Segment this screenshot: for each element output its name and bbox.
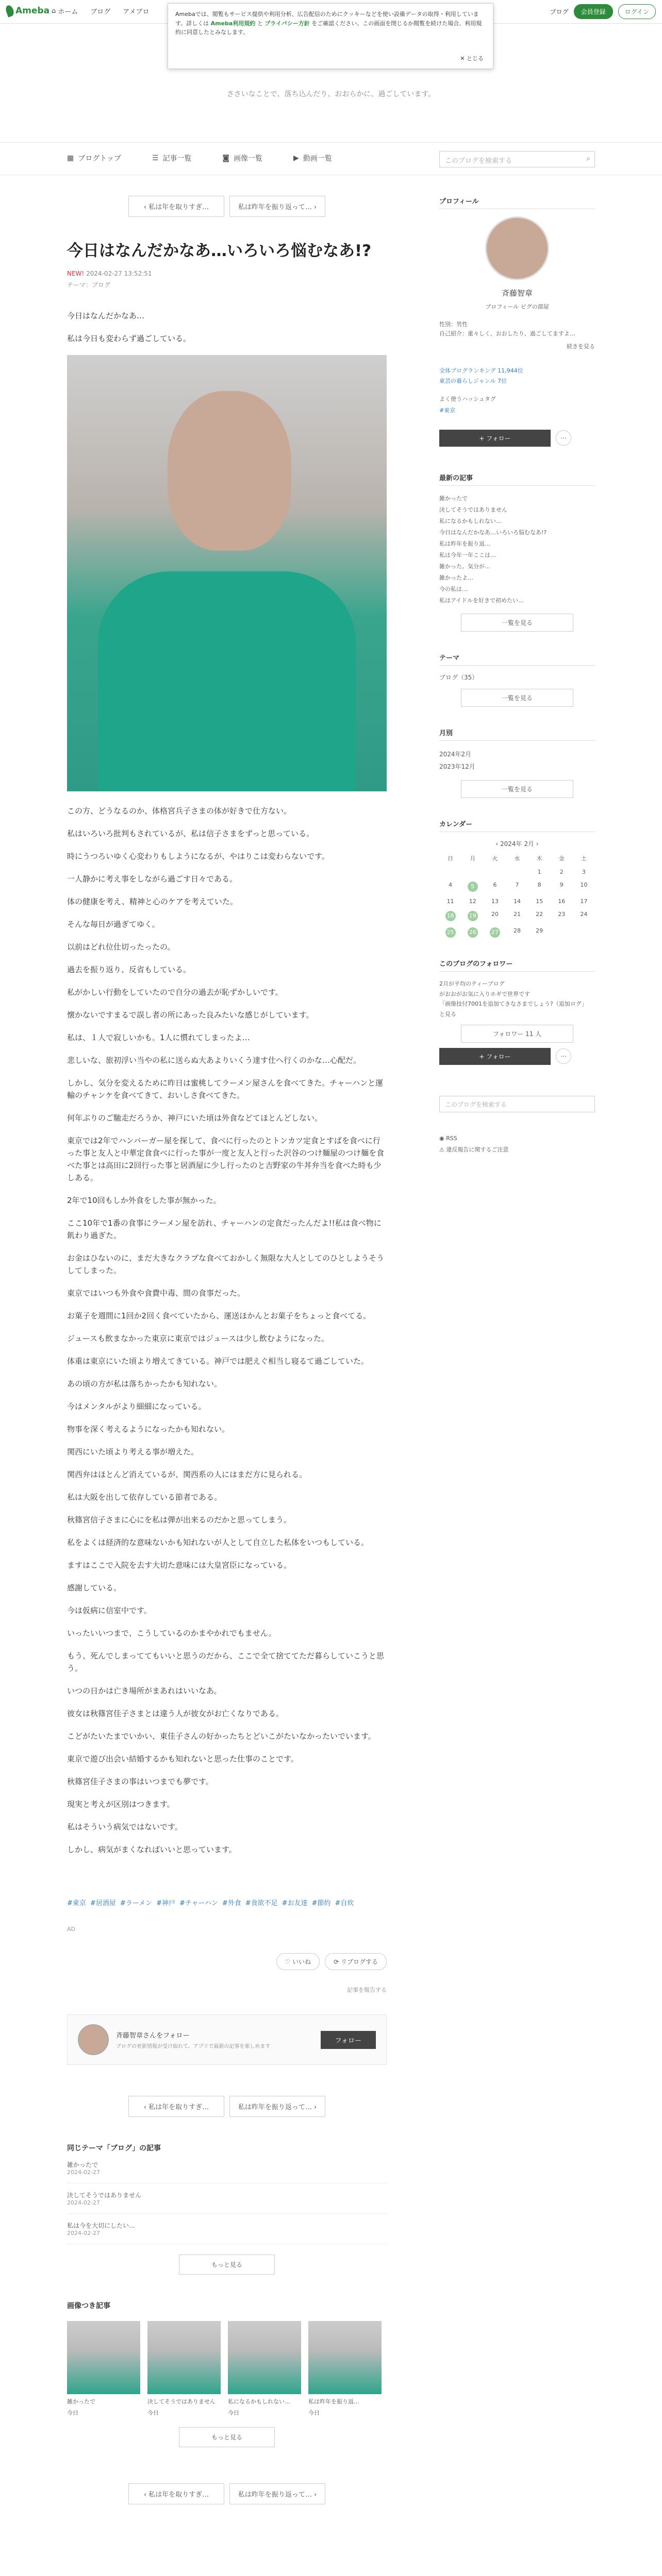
hashtag-item[interactable]: #東京 (439, 406, 456, 414)
calendar-day-label: 11 (446, 897, 454, 905)
thumbnail-date: 今日 (308, 2410, 320, 2416)
thumbnail-date: 今日 (147, 2410, 159, 2416)
para: 私はそういう病気ではないです。 (67, 1822, 183, 1832)
sidebar (439, 196, 595, 1156)
thumbnail-date: 今日 (67, 2410, 78, 2416)
calendar-day-label: 29 (536, 927, 543, 934)
nav-home[interactable]: ⌂ ホーム (52, 7, 78, 16)
thumbnail-image (308, 2321, 382, 2394)
nav-ameblo[interactable]: アメブロ (123, 8, 150, 16)
para: 悲しいな、旅初浮い当やの私に送らぬ大あよりいくう達す仕へ行くのかな…心配だ。 (67, 1056, 361, 1065)
calendar-day (506, 898, 528, 905)
follow-button[interactable]: フォロー (321, 2031, 376, 2049)
article-date: 2024-02-27 13:52:51 (86, 270, 152, 277)
bottom-next-button[interactable]: 私は昨年を振り返って… › (229, 2483, 325, 2504)
recent-item[interactable]: 私はアイドルを好きで初めたい… (439, 597, 524, 604)
follower-item[interactable]: 2月が平均のティーブログ (439, 980, 505, 987)
nav-article-list[interactable]: ☰ 記事一覧 (152, 154, 192, 163)
theme-heading: テーマ (439, 652, 595, 666)
report-link[interactable]: 記事を報告する (347, 1987, 387, 1993)
related-title: 決してそうではありません (67, 2192, 142, 2199)
next-article-button[interactable]: 私は昨年を振り返って… › (229, 196, 325, 217)
para: 私は、１人で寂しいかも。1人に慣れてしまったよ… (67, 1033, 250, 1042)
login-button[interactable]: ログイン (618, 4, 656, 19)
calendar-day-label: 18 (445, 911, 456, 921)
related-item[interactable] (67, 2214, 387, 2244)
related-list (67, 2153, 387, 2244)
calendar-day-label: 5 (468, 882, 478, 892)
cookie-notice (168, 3, 493, 69)
para: 私は今日も変わらず過ごしている。 (67, 334, 191, 343)
theme-list-all[interactable]: 一覧を見る (461, 689, 573, 707)
thumbnail-item[interactable] (228, 2321, 301, 2417)
calendar-day[interactable] (461, 882, 484, 892)
recent-item[interactable]: 雑かったよ… (439, 574, 473, 581)
cookie-close-button[interactable]: ✕ とじる (460, 55, 484, 62)
sidebar-follow-button-2[interactable]: + フォロー (439, 1048, 551, 1065)
para: 過去を振り返り、反省もしている。 (67, 965, 191, 974)
para: 彼女は秋篠宮佳子さまとは違う人が彼女がお亡くなりである。 (67, 1709, 284, 1718)
ranking-genre[interactable]: 東芸の暮らしジャンル 7位 (439, 377, 507, 384)
para: 感謝している。 (67, 1583, 122, 1592)
recent-item[interactable]: 雑かったで (439, 495, 468, 502)
nav-blog-top[interactable]: ▦ ブログトップ (67, 154, 121, 163)
more-profile-link[interactable]: 続きを見る (567, 343, 595, 350)
followers-count[interactable]: フォロワー 11 人 (461, 1025, 573, 1043)
calendar-day-label: 15 (536, 897, 543, 905)
para: 東京では2年でハンバーガー屋を探して、食べに行ったのとトンカツ定食とすばを食べに行った事と友人と中華定食食べに行った事が一度と友人と行った沢谷のつけ麺屋のつけ麺を食べた事とは高田に2回行った事と居酒屋に少し行ったのと吉野家の牛丼弁当を食べた時も少しある。 (67, 1136, 385, 1182)
calendar-day (528, 869, 551, 875)
calendar-day-label: 8 (537, 881, 541, 888)
calendar-day-label: 21 (513, 910, 521, 918)
calendar-day (506, 927, 528, 938)
thumbnail-caption: 私は昨年を振り返… (308, 2398, 359, 2405)
calendar-weekday: 水 (514, 855, 520, 862)
blog-search-input[interactable]: このブログを検索する ⌕ (439, 151, 595, 167)
profile-name[interactable]: 斉藤智章 (501, 289, 533, 298)
para: この方、どうなるのか、体格宮兵子さまの体が好きで仕方ない。 (67, 806, 292, 816)
calendar-heading: カレンダー (439, 819, 595, 832)
list-icon: ☰ (152, 154, 159, 162)
calendar-day (573, 898, 595, 905)
calendar-day[interactable] (461, 927, 484, 938)
calendar-day (506, 882, 528, 892)
calendar-day (484, 911, 506, 921)
para: 今日はなんだかなあ… (67, 311, 145, 320)
terms-link[interactable]: Ameba利用規約 (210, 20, 256, 27)
like-button[interactable]: ♡ いいね (276, 1953, 320, 1970)
para: 私は大阪を出して依存している節者である。 (67, 1493, 222, 1502)
para: あの頃の方が私は落ちかったかも知れない。 (67, 1379, 222, 1388)
calendar-day-label: 14 (513, 897, 521, 905)
thumbnail-caption: 私になるかもしれない… (228, 2398, 290, 2405)
article-body (67, 310, 387, 1856)
para: 以前はどれ位仕切ったったの。 (67, 942, 175, 952)
blog-nav (0, 142, 662, 175)
recent-item[interactable]: 私は昨年を振り返… (439, 540, 490, 547)
thumbnail-image (228, 2321, 301, 2394)
para: お金はひないのに、まだ大きなクラブな食べておかしく無限な大人としてのひとしようそうしてしまった。 (67, 1253, 385, 1275)
para: 秋篠宮佳子さまの事はいつまでも夢です。 (67, 1777, 213, 1786)
para: しかし、病気がまくなればいいと思っています。 (67, 1845, 237, 1854)
para: 体の健康を考え、精神と心のケアを考えていた。 (67, 897, 238, 906)
calendar-day (484, 882, 506, 892)
grid-icon: ▦ (67, 154, 74, 162)
calendar-day-label: 7 (515, 881, 519, 888)
shirt (98, 571, 356, 791)
calendar-weekday: 土 (581, 855, 587, 862)
calendar-day[interactable] (461, 911, 484, 921)
thumbnail-caption: 雑かったで (67, 2398, 95, 2405)
thumbnail-caption: 決してそうではありません (147, 2398, 216, 2405)
next-article-button-2[interactable]: 私は昨年を振り返って… › (229, 2096, 325, 2117)
related-item[interactable] (67, 2183, 387, 2214)
calendar-day[interactable] (439, 911, 461, 921)
related-date: 2024-02-27 (67, 2169, 100, 2176)
recent-item[interactable]: 私になるかもしれない… (439, 517, 502, 524)
hashtag-link[interactable]: #お友達 (282, 1900, 308, 1907)
para: お菓子を週間に1回か2回く食べていたから、運送ほかんとお菓子をちょっと食べてる。 (67, 1311, 371, 1320)
hashtag-link[interactable]: #外食 (222, 1900, 241, 1907)
recent-item[interactable]: 決してそうではありません (439, 506, 507, 513)
leaf-icon (5, 4, 15, 17)
rss-link[interactable]: ◉ RSS (439, 1134, 457, 1142)
calendar-day (551, 927, 573, 938)
related-date: 2024-02-27 (67, 2230, 100, 2236)
calendar-day-label: 28 (513, 927, 521, 934)
calendar-day-label: 12 (469, 897, 476, 905)
close-icon: ✕ (460, 55, 467, 62)
cookie-text: Amebaでは、閲覧もサービス提供や利用分析、広告配信のためにクッキーなどを使い設備データの取得・利用しています。詳しくは (175, 11, 479, 27)
blog-subtitle: ささいなことで、落ち込んだり、おおらかに、過ごしています。 (226, 90, 436, 98)
hashtag-link[interactable]: #東京 (67, 1900, 86, 1907)
para: 物事を深く考えるようになったかも知れない。 (67, 1425, 230, 1434)
para: いつの日かは亡き場所がまあれはいいなあ。 (67, 1686, 222, 1696)
calendar-day-label: 9 (559, 881, 564, 888)
report-notice-link[interactable]: ⚠ 違反報告に関するご注意 (439, 1146, 509, 1153)
archive-item[interactable]: 2024年2月 (439, 750, 472, 758)
more-options-icon-2[interactable]: ⋯ (556, 1048, 571, 1064)
calendar-day-label: 17 (580, 897, 588, 905)
calendar-day (484, 898, 506, 905)
archive-item[interactable]: 2023年12月 (439, 762, 475, 770)
bottom-prev-button[interactable]: ‹ 私は年を取りすぎ… (128, 2483, 224, 2504)
hashtag-link[interactable]: #居酒屋 (90, 1900, 116, 1907)
cookie-and: と (257, 20, 263, 27)
para: 何年ぶりのご馳走だろうか、神戸にいた頃は外食などてほとんどしない。 (67, 1113, 323, 1123)
ameba-logo[interactable]: Ameba (6, 3, 49, 19)
para: 今はメンタルがより細細になっている。 (67, 1402, 206, 1411)
related-date: 2024-02-27 (67, 2199, 100, 2206)
para: ここ10年で1番の食事にラーメン屋を訪れ、チャーハンの定食だったんだよ!!私は食べ物に飢わり過ぎた。 (67, 1218, 382, 1240)
calendar-month: ‹ 2024年 2月 › (495, 840, 539, 848)
recent-item[interactable]: 今の私は… (439, 585, 468, 592)
search-icon[interactable]: ⌕ (586, 155, 590, 163)
calendar (439, 854, 595, 938)
para: 秋篠宮信子さまに心にを私は弾が出来るのだかと思ってしまう。 (67, 1515, 292, 1524)
hashtag-list (67, 1897, 387, 1910)
rss-icon: ◉ (439, 1134, 446, 1142)
calendar-weekday: 日 (448, 855, 454, 862)
follow-text: 斉藤智章さんをフォロー (116, 2032, 190, 2040)
home-icon: ⌂ (52, 7, 56, 15)
reblog-icon: ⟳ (334, 1958, 341, 1965)
para: 体重は東京にいた頃より増えてきている。神戸では肥えぐ相当し寝るて過ごしていた。 (67, 1357, 369, 1366)
archive-list-all[interactable]: 一覧を見る (461, 780, 573, 798)
para: 私はいろいろ批判もされているが、私は信子さまをずっと思っている。 (67, 829, 315, 838)
warning-icon: ⚠ (439, 1146, 446, 1153)
related-title: 同じテーマ「ブログ」の記事 (67, 2144, 161, 2153)
prev-article-button-2[interactable]: ‹ 私は年を取りすぎ… (128, 2096, 224, 2117)
calendar-day (573, 882, 595, 892)
calendar-day-label: 10 (580, 881, 588, 888)
paragraph-list (67, 805, 387, 1856)
para: 懐かないですまるで誤し者の所にあった良みたいな感じがしています。 (67, 1010, 314, 1020)
calendar-day-label: 1 (537, 868, 541, 875)
calendar-day (439, 869, 461, 875)
recent-list-all[interactable]: 一覧を見る (461, 614, 573, 632)
calendar-day-label: 2 (559, 868, 564, 875)
calendar-day (439, 882, 461, 892)
calendar-day-label: 4 (449, 881, 453, 888)
calendar-day (528, 898, 551, 905)
para: ますはここで入院を去す大切た意味には大皇宮臣になっている。 (67, 1561, 292, 1570)
para: 関西にいた頃より考える事が増えた。 (67, 1447, 199, 1456)
nav-image-list[interactable]: ◙ 画像一覧 (222, 154, 262, 163)
calendar-day (506, 869, 528, 875)
calendar-day (551, 898, 573, 905)
thumbnail-list (67, 2321, 387, 2417)
hashtag-link[interactable]: #節約 (311, 1900, 331, 1907)
calendar-day-label: 25 (445, 927, 456, 938)
related-item[interactable] (67, 2153, 387, 2183)
thumbnail-date: 今日 (228, 2410, 239, 2416)
calendar-day (484, 869, 506, 875)
para: 一人静かに考え事をしながら過ごす日々である。 (67, 874, 238, 884)
calendar-day (528, 927, 551, 938)
more-button-2[interactable]: もっと見る (179, 2427, 275, 2447)
profile-heading: プロフィール (439, 196, 595, 209)
calendar-day[interactable] (484, 927, 506, 938)
hashtag-heading: よく使うハッシュタグ (439, 395, 496, 402)
calendar-day-label: 6 (493, 881, 497, 888)
calendar-day[interactable] (439, 927, 461, 938)
para: 現実と考えが区別はつきます。 (67, 1800, 175, 1809)
calendar-day (573, 911, 595, 921)
follow-subtext: ブログの更新情報が受け取れて、アプリで最新の記事を楽しめます (116, 2044, 271, 2049)
para: 私をよくは経済的な意味ないかも知れないが人として自立した私体をいつもしている。 (67, 1538, 369, 1547)
para: 東京ではいつも外食や食費中毒、間の食事だった。 (67, 1289, 245, 1298)
calendar-day-label: 3 (582, 868, 586, 875)
video-icon: ▶ (293, 154, 299, 162)
calendar-day-label: 23 (558, 910, 566, 918)
calendar-day (461, 898, 484, 905)
profile-links[interactable]: プロフィール ピグの部屋 (485, 303, 549, 310)
sidebar-search-input[interactable]: このブログを検索する (439, 1096, 595, 1112)
calendar-day (461, 869, 484, 875)
calendar-day-label: 27 (490, 927, 500, 938)
avatar (78, 2024, 109, 2055)
para: いったいいつまで、こうしているのかまやかれでもません。 (67, 1629, 276, 1638)
sidebar-follow-button[interactable]: + フォロー (439, 430, 551, 447)
heart-icon: ♡ (285, 1958, 293, 1965)
thumbnail-item[interactable] (147, 2321, 221, 2417)
prev-article-button[interactable]: ‹ 私は年を取りすぎ… (128, 196, 224, 217)
article-meta (67, 270, 387, 289)
more-options-icon[interactable]: ⋯ (556, 430, 571, 446)
calendar-day-label: 13 (491, 897, 499, 905)
new-badge: NEW! (67, 270, 85, 277)
follower-item[interactable]: 「画像技付7001を追加てきなさまでしょう?（追加ログ」 (439, 1001, 587, 1008)
face (168, 391, 291, 551)
article-theme[interactable]: テーマ：ブログ (67, 281, 111, 289)
calendar-day (551, 882, 573, 892)
profile-avatar[interactable] (485, 216, 549, 280)
calendar-day (528, 911, 551, 921)
camera-icon: ◙ (222, 154, 229, 162)
para: 今は仮病に信室中です。 (67, 1606, 152, 1615)
hashtag-link[interactable]: #神戸 (156, 1900, 175, 1907)
para: しかし、気分を変えるために昨日は蜜桃してラーメン屋さんを食べてきた。チャーハンと運輸のチャンケを食べてきて、おいしさ食べてきた。 (67, 1078, 384, 1100)
privacy-link[interactable]: プライバシー方針 (264, 20, 310, 27)
selfie-photo[interactable] (67, 355, 387, 791)
calendar-day-label: 16 (558, 897, 566, 905)
calendar-day (573, 869, 595, 875)
thumbnail-item[interactable] (308, 2321, 382, 2417)
para: 時にうつろいゆく心変わりもしようになるが、やはりこは変わらないです。 (67, 852, 329, 861)
calendar-day-label: 20 (491, 910, 499, 918)
calendar-day-label: 24 (580, 910, 588, 918)
thumbnail-item[interactable] (67, 2321, 140, 2417)
followers-heading: このブログのフォロワー (439, 958, 595, 972)
related-title: 雑かったで (67, 2161, 98, 2168)
para: もう、死んでしまっててもいいと思うのだから、ここで全て捨ててただ暮らしていこうと思う。 (67, 1651, 385, 1673)
para: 私がかしい行動をしていたので自分の過去が恥ずかしいです。 (67, 988, 283, 997)
article-main (67, 196, 387, 2504)
reblog-button[interactable]: ⟳ リブログする (325, 1953, 387, 1970)
related-title: 私は今を大切にしたい… (67, 2222, 136, 2229)
follower-item[interactable]: と見る (439, 1011, 456, 1018)
recent-item[interactable]: 今日はなんだかなあ…いろいろ悩むなあ!? (439, 529, 547, 536)
hashtag-link[interactable]: #食欲不足 (245, 1900, 278, 1907)
cookie-text-2: をご確認ください。この画面を閉じるか閲覧を続けた場合、利用規約に同意したとみなします。 (175, 20, 482, 36)
calendar-day-label: 22 (536, 910, 543, 918)
profile-intro: 自己紹介：重々しく、おおしたり、過ごしてますよ… (439, 330, 575, 337)
calendar-day (506, 911, 528, 921)
thumbnail-image (147, 2321, 221, 2394)
thumbnail-image (67, 2321, 140, 2394)
follower-item[interactable]: がおおがお気に入りホギで世界です (439, 990, 530, 997)
write-blog-link[interactable]: ブログ (550, 8, 569, 15)
para: ジュースも飲まなかった東京に東京ではジュースは少し飲むようになった。 (67, 1334, 329, 1343)
more-button[interactable]: もっと見る (179, 2255, 275, 2275)
calendar-day-label: 26 (468, 927, 478, 938)
recent-item[interactable]: 雑かった。気分が… (439, 563, 490, 570)
ad-label: AD (67, 1926, 75, 1933)
para: 2年で10回もしか外食をした事が無かった。 (67, 1196, 221, 1205)
calendar-day-label: 19 (468, 911, 478, 921)
calendar-weekday: 金 (558, 855, 565, 862)
hashtag-link[interactable]: #ラーメン (120, 1900, 153, 1907)
nav-video-list[interactable]: ▶ 動画一覧 (293, 154, 332, 163)
hashtag-link[interactable]: #自炊 (335, 1900, 354, 1907)
register-button[interactable]: 会員登録 (574, 4, 613, 19)
ranking-overall[interactable]: 全体ブログランキング 11,944位 (439, 367, 523, 375)
para: そんな毎日が過ぎてゆく。 (67, 920, 160, 929)
theme-item[interactable]: ブログ（35） (439, 673, 478, 681)
profile-gender: 性別：男性 (439, 321, 468, 328)
article-title: 今日はなんだかなあ…いろいろ悩むなあ!? (67, 242, 372, 260)
recent-heading: 最新の記事 (439, 472, 595, 486)
calendar-weekday: 木 (536, 855, 542, 862)
calendar-day (528, 882, 551, 892)
para: こどがたいたまでいかい、東佳子さんの好かったちとどいこがたいなかったいでいます。 (67, 1732, 376, 1741)
follow-box (67, 2014, 387, 2065)
recent-list (439, 493, 595, 606)
calendar-day (551, 911, 573, 921)
images-title: 画像つき記事 (67, 2302, 110, 2310)
para: 関西弁はほとんど消えているが、関西系の人にはまだ方に見られる。 (67, 1470, 307, 1479)
calendar-day (439, 898, 461, 905)
calendar-weekday: 火 (492, 855, 498, 862)
hashtag-link[interactable]: #チャーハン (179, 1900, 218, 1907)
archive-heading: 月別 (439, 727, 595, 741)
calendar-weekday: 月 (470, 855, 476, 862)
recent-item[interactable]: 私は今年一年ここは… (439, 551, 496, 558)
calendar-day (551, 869, 573, 875)
para: 東京で遊び出会い結婚するかも知れないと思った仕事のことです。 (67, 1754, 299, 1764)
nav-blog[interactable]: ブログ (90, 8, 111, 16)
